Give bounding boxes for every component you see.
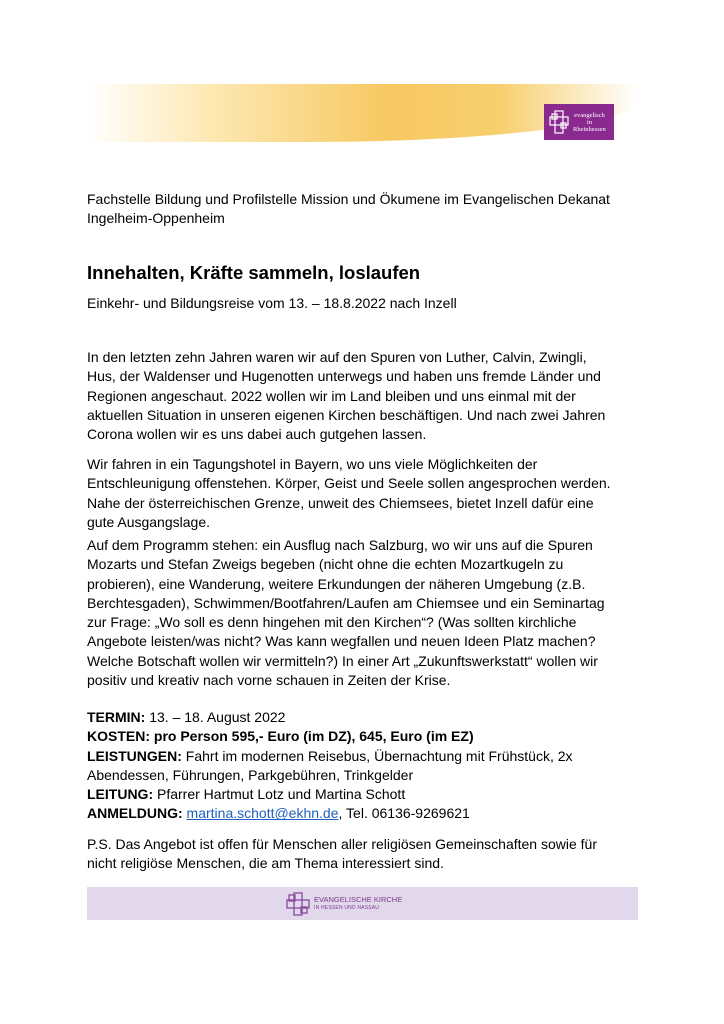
paragraph-line: Welche Botschaft wollen wir vermitteln?) In einer Art „Zukunftswerkstatt“ wollen wir — [87, 652, 598, 669]
paragraph-line: gute Ausgangslage. — [87, 513, 210, 530]
paragraph-line: Corona wollen wir es uns dabei auch gutgehen lassen. — [87, 426, 427, 443]
page-title: Innehalten, Kräfte sammeln, loslaufen — [87, 262, 421, 283]
postscript-line: P.S. Das Angebot ist offen für Menschen aller religiösen Gemeinschaften sowie für — [87, 836, 597, 852]
paragraph-line: Entschleunigung offenstehen. Körper, Geist und Seele sollen angesprochen werden. — [87, 475, 611, 492]
paragraph-line: Wir fahren in ein Tagungshotel in Bayern, wo uns viele Möglichkeiten der — [87, 456, 538, 472]
paragraph-2 — [87, 455, 639, 532]
paragraph-line: Angebote leisten/was nicht? Was kann wegfallen und neuen Ideen Platz machen? — [87, 633, 596, 650]
paragraph-line: Hus, der Waldenser und Hugenotten unterwegs und haben uns fremde Länder und — [87, 368, 601, 385]
termin-label: TERMIN: — [87, 709, 146, 725]
logo-line2: in — [586, 118, 592, 126]
trip-details — [87, 708, 639, 824]
paragraph-line: Nahe der österreichischen Grenze, unweit des Chiemsees, bietet Inzell dafür eine — [87, 494, 594, 511]
page-subtitle: Einkehr- und Bildungsreise vom 13. – 18.8.2022 nach Inzell — [87, 295, 457, 311]
paragraph-line: Auf dem Programm stehen: ein Ausflug nach Salzburg, wo wir uns auf die Spuren — [87, 537, 593, 553]
organization-line-1: Fachstelle Bildung und Profilstelle Mission und Ökumene im Evangelischen Dekanat — [87, 191, 610, 207]
paragraph-line: zur Frage: „Wo soll es denn hingehen mit den Kirchen“? (Was sollten kirchliche — [87, 614, 577, 631]
paragraph-line: Mozarts und Stefan Zweigs begeben (nicht ohne die echten Mozartkugeln zu — [87, 556, 564, 573]
postscript — [87, 835, 639, 874]
paragraph-line: Regionen angeschaut. 2022 wollen wir im Land bleiben und uns einmal mit der — [87, 387, 576, 404]
footer-logo-line2: IN HESSEN UND NASSAU — [314, 905, 380, 911]
logo-line3: Rheinhessen — [573, 125, 606, 133]
paragraph-line: probieren), eine Wanderung, weitere Erkundungen der näheren Umgebung (z.B. — [87, 575, 586, 592]
phone-text: , Tel. 06136-9269621 — [338, 805, 470, 822]
email-link[interactable]: martina.schott@ekhn.de — [186, 805, 339, 822]
anmeldung-row — [87, 804, 639, 823]
anmeldung-label: ANMELDUNG: — [87, 805, 183, 822]
leistungen-label: LEISTUNGEN: — [87, 747, 182, 764]
paragraph-3 — [87, 536, 639, 690]
leitung-value: Pfarrer Hartmut Lotz und Martina Schott — [153, 786, 406, 803]
postscript-line: nicht religiöse Menschen, die am Thema interessiert sind. — [87, 855, 444, 872]
logo-line1: evangelisch — [574, 111, 605, 119]
termin-value: 13. – 18. August 2022 — [145, 709, 286, 725]
paragraph-line: positiv und kreativ nach vorne schauen in Zeiten der Krise. — [87, 672, 451, 689]
leitung-label: LEITUNG: — [87, 786, 154, 803]
evangelisch-in-rheinhessen-logo — [544, 104, 614, 140]
organization-line-2: Ingelheim-Oppenheim — [87, 210, 225, 227]
paragraph-1 — [87, 348, 639, 444]
leistungen-row — [87, 747, 639, 766]
organization-line — [87, 190, 639, 229]
leistungen-value: Fahrt im modernen Reisebus, Übernachtung mit Frühstück, 2x — [181, 747, 573, 764]
ekhn-logo — [286, 891, 402, 917]
cross-logo-icon — [548, 109, 570, 135]
leitung-row — [87, 785, 639, 804]
paragraph-line: In den letzten zehn Jahren waren wir auf den Spuren von Luther, Calvin, Zwingli, — [87, 349, 587, 365]
termin-row — [87, 708, 639, 727]
cross-logo-icon — [286, 892, 310, 916]
kosten-row — [87, 727, 639, 746]
kosten-text: KOSTEN: pro Person 595,- Euro (im DZ), 645, Euro (im EZ) — [87, 728, 474, 745]
paragraph-line: aktuellen Situation in unseren eigenen Kirchen beschäftigen. Und nach zwei Jahren — [87, 406, 606, 423]
paragraph-line: Berchtesgaden), Schwimmen/Bootfahren/Laufen am Chiemsee und ein Seminartag — [87, 594, 605, 611]
footer-logo-line1: EVANGELISCHE KIRCHE — [314, 895, 403, 904]
leistungen-row-cont: Abendessen, Führungen, Parkgebühren, Trinkgelder — [87, 766, 414, 783]
